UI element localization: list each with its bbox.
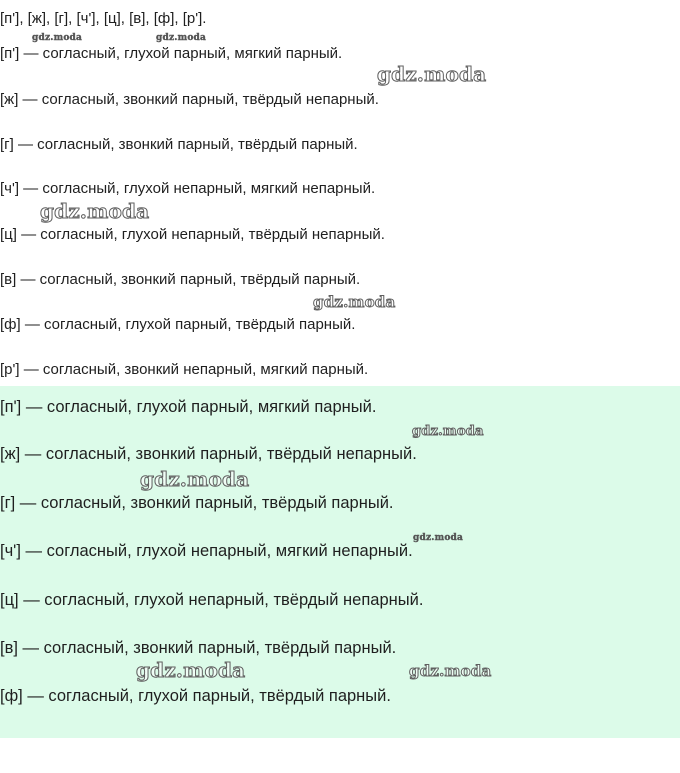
watermark: gdz.moda [136,658,246,682]
text-line-8: [р'] — согласный, звонкий непарный, мягкий парный. [0,361,369,378]
text-line-2: [ж] — согласный, звонкий парный, твёрдый непарный. [0,91,379,108]
highlighted-line-1: [п'] — согласный, глухой парный, мягкий парный. [0,398,377,416]
watermark: gdz.moda [140,467,250,491]
watermark: gdz.moda [377,62,487,86]
highlighted-line-8-partial [0,732,5,738]
text-line-6: [в] — согласный, звонкий парный, твёрдый парный. [0,271,361,288]
text-line-3: [г] — согласный, звонкий парный, твёрдый парный. [0,136,358,153]
watermark: gdz.moda [313,293,396,311]
text-line-1: [п'] — согласный, глухой парный, мягкий парный. [0,45,343,62]
highlighted-line-6: [в] — согласный, звонкий парный, твёрдый парный. [0,639,397,657]
text-line-5: [ц] — согласный, глухой непарный, твёрдый непарный. [0,226,385,243]
highlighted-line-4: [ч'] — согласный, глухой непарный, мягкий непарный. [0,542,413,560]
watermark: gdz.moda [32,33,83,43]
text-line-4: [ч'] — согласный, глухой непарный, мягкий непарный. [0,180,376,197]
watermark: gdz.moda [409,662,492,680]
highlighted-line-7: [ф] — согласный, глухой парный, твёрдый парный. [0,687,391,705]
watermark: gdz.moda [413,533,464,543]
sounds-list-line: [п'], [ж], [г], [ч'], [ц], [в], [ф], [р']. [0,10,207,27]
watermark: gdz.moda [156,33,207,43]
watermark: gdz.moda [40,199,150,223]
highlighted-line-5: [ц] — согласный, глухой непарный, твёрдый непарный. [0,591,424,609]
highlighted-line-3: [г] — согласный, звонкий парный, твёрдый парный. [0,494,394,512]
highlighted-line-2: [ж] — согласный, звонкий парный, твёрдый непарный. [0,445,417,463]
highlighted-answer-block [0,386,680,738]
watermark: gdz.moda [412,424,484,439]
text-line-7: [ф] — согласный, глухой парный, твёрдый парный. [0,316,356,333]
